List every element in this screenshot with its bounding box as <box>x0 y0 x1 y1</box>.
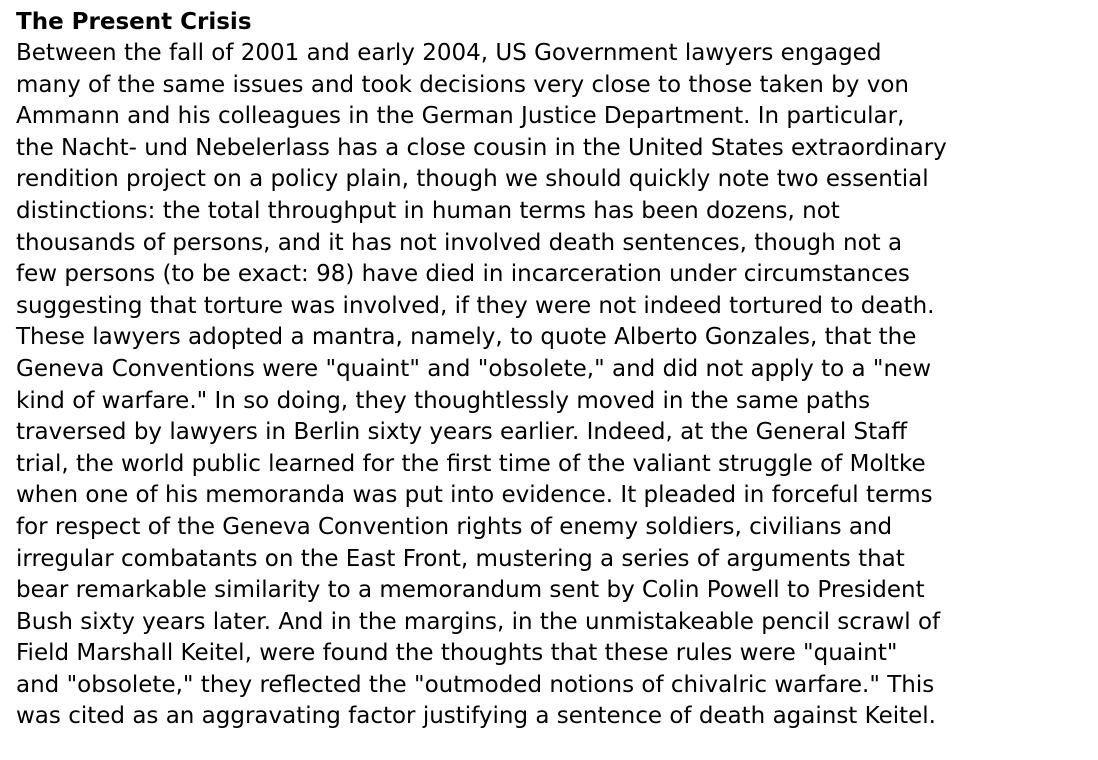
paragraph-line: few persons (to be exact: 98) have died in incarceration under circumstances <box>16 261 910 288</box>
paragraph-line: traversed by lawyers in Berlin sixty years earlier. Indeed, at the General Staff <box>16 419 908 446</box>
paragraph-line: These lawyers adopted a mantra, namely, to quote Alberto Gonzales, that the <box>16 324 917 351</box>
body-paragraph <box>16 38 1094 733</box>
document-page <box>16 6 1094 733</box>
paragraph-line: rendition project on a policy plain, though we should quickly note two essential <box>16 166 929 193</box>
paragraph-line: was cited as an aggravating factor justifying a sentence of death against Keitel. <box>16 703 936 730</box>
section-title: The Present Crisis <box>16 9 252 35</box>
paragraph-line: distinctions: the total throughput in human terms has been dozens, not <box>16 197 840 224</box>
paragraph-line: Bush sixty years later. And in the margins, in the unmistakeable pencil scrawl of <box>16 608 941 635</box>
paragraph-line: suggesting that torture was involved, if they were not indeed tortured to death. <box>16 292 935 319</box>
paragraph-line: many of the same issues and took decisions very close to those taken by von <box>16 71 909 98</box>
paragraph-line: Field Marshall Keitel, were found the thoughts that these rules were "quaint" <box>16 640 898 667</box>
paragraph-line: trial, the world public learned for the first time of the valiant struggle of Moltke <box>16 450 926 477</box>
paragraph-line: Geneva Conventions were "quaint" and "obsolete," and did not apply to a "new <box>16 355 932 382</box>
paragraph-line: thousands of persons, and it has not involved death sentences, though not a <box>16 229 903 256</box>
paragraph-line: irregular combatants on the East Front, mustering a series of arguments that <box>16 545 905 572</box>
paragraph-line: for respect of the Geneva Convention rights of enemy soldiers, civilians and <box>16 513 893 540</box>
paragraph-line: and "obsolete," they reflected the "outmoded notions of chivalric warfare." This <box>16 671 935 698</box>
paragraph-line: when one of his memoranda was put into evidence. It pleaded in forceful terms <box>16 482 933 509</box>
paragraph-line: bear remarkable similarity to a memorandum sent by Colin Powell to President <box>16 577 925 604</box>
paragraph-line: Between the fall of 2001 and early 2004, US Government lawyers engaged <box>16 40 882 66</box>
paragraph-line: kind of warfare." In so doing, they thoughtlessly moved in the same paths <box>16 387 871 414</box>
paragraph-line: Ammann and his colleagues in the German Justice Department. In particular, <box>16 103 905 130</box>
paragraph-line: the Nacht- und Nebelerlass has a close cousin in the United States extraordinary <box>16 134 947 161</box>
